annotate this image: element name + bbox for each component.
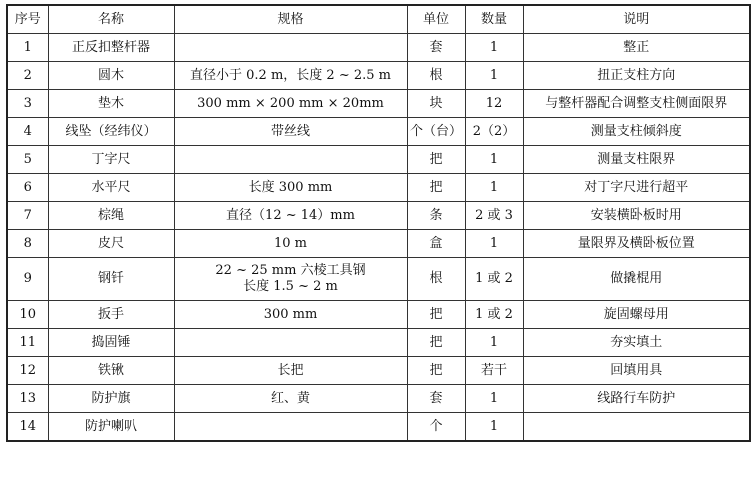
table-row <box>7 202 750 230</box>
cell-note: 夯实填土 <box>523 329 750 357</box>
cell-spec: 长把 <box>174 357 407 385</box>
cell-qty: 1 <box>465 174 523 202</box>
cell-spec: 300 mm × 200 mm × 20mm <box>174 90 407 118</box>
cell-no: 11 <box>7 329 48 357</box>
cell-no: 6 <box>7 174 48 202</box>
cell-qty: 1 或 2 <box>465 301 523 329</box>
cell-spec <box>174 146 407 174</box>
cell-note: 安装横卧板时用 <box>523 202 750 230</box>
table-row <box>7 230 750 258</box>
cell-note <box>523 413 750 442</box>
cell-note: 扭正支柱方向 <box>523 62 750 90</box>
cell-spec <box>174 34 407 62</box>
cell-no: 7 <box>7 202 48 230</box>
cell-unit: 盒 <box>407 230 465 258</box>
cell-note: 对丁字尺进行超平 <box>523 174 750 202</box>
cell-spec: 直径小于 0.2 m，长度 2 ~ 2.5 m <box>174 62 407 90</box>
cell-unit: 套 <box>407 385 465 413</box>
cell-qty: 1 或 2 <box>465 258 523 301</box>
cell-name: 圆木 <box>48 62 174 90</box>
cell-name: 捣固锤 <box>48 329 174 357</box>
header-row <box>7 5 750 34</box>
cell-note: 回填用具 <box>523 357 750 385</box>
cell-note: 线路行车防护 <box>523 385 750 413</box>
cell-unit: 把 <box>407 146 465 174</box>
cell-qty: 1 <box>465 62 523 90</box>
cell-note: 测量支柱倾斜度 <box>523 118 750 146</box>
cell-no: 2 <box>7 62 48 90</box>
table-row <box>7 258 750 301</box>
cell-spec: 红、黄 <box>174 385 407 413</box>
header-name: 名称 <box>48 5 174 34</box>
cell-note: 整正 <box>523 34 750 62</box>
cell-name: 棕绳 <box>48 202 174 230</box>
cell-no: 3 <box>7 90 48 118</box>
table-row <box>7 385 750 413</box>
cell-spec: 带丝线 <box>174 118 407 146</box>
table-row <box>7 90 750 118</box>
cell-note: 做撬棍用 <box>523 258 750 301</box>
header-spec: 规格 <box>174 5 407 34</box>
cell-spec <box>174 258 407 301</box>
cell-unit: 套 <box>407 34 465 62</box>
equipment-table-wrapper <box>6 4 751 442</box>
cell-no: 4 <box>7 118 48 146</box>
table-row <box>7 146 750 174</box>
cell-unit: 个（台） <box>407 118 465 146</box>
cell-name: 皮尺 <box>48 230 174 258</box>
cell-spec: 直径（12 ~ 14）mm <box>174 202 407 230</box>
cell-qty: 2（2） <box>465 118 523 146</box>
cell-unit: 块 <box>407 90 465 118</box>
cell-unit: 把 <box>407 301 465 329</box>
cell-no: 14 <box>7 413 48 442</box>
cell-name: 正反扣整杆器 <box>48 34 174 62</box>
cell-unit: 根 <box>407 258 465 301</box>
table-row <box>7 118 750 146</box>
table-row <box>7 357 750 385</box>
cell-name: 丁字尺 <box>48 146 174 174</box>
cell-no: 12 <box>7 357 48 385</box>
cell-note: 旋固螺母用 <box>523 301 750 329</box>
cell-spec: 长度 300 mm <box>174 174 407 202</box>
cell-name: 扳手 <box>48 301 174 329</box>
header-unit: 单位 <box>407 5 465 34</box>
cell-qty: 1 <box>465 146 523 174</box>
header-note: 说明 <box>523 5 750 34</box>
cell-name: 钢钎 <box>48 258 174 301</box>
cell-spec-line2: 长度 1.5 ~ 2 m <box>243 279 338 294</box>
cell-no: 5 <box>7 146 48 174</box>
cell-qty: 1 <box>465 329 523 357</box>
cell-unit: 把 <box>407 329 465 357</box>
cell-qty: 2 或 3 <box>465 202 523 230</box>
cell-name: 防护喇叭 <box>48 413 174 442</box>
cell-note: 量限界及横卧板位置 <box>523 230 750 258</box>
cell-unit: 根 <box>407 62 465 90</box>
cell-spec <box>174 413 407 442</box>
cell-name: 线坠（经纬仪） <box>48 118 174 146</box>
cell-spec: 300 mm <box>174 301 407 329</box>
cell-no: 1 <box>7 34 48 62</box>
cell-name: 铁锹 <box>48 357 174 385</box>
table-row <box>7 413 750 442</box>
table-row <box>7 62 750 90</box>
cell-qty: 1 <box>465 230 523 258</box>
cell-qty: 12 <box>465 90 523 118</box>
cell-unit: 把 <box>407 174 465 202</box>
cell-spec: 10 m <box>174 230 407 258</box>
cell-name: 垫木 <box>48 90 174 118</box>
cell-note: 测量支柱限界 <box>523 146 750 174</box>
equipment-table <box>6 4 751 442</box>
table-row <box>7 174 750 202</box>
cell-unit: 条 <box>407 202 465 230</box>
cell-unit: 把 <box>407 357 465 385</box>
header-qty: 数量 <box>465 5 523 34</box>
cell-name: 防护旗 <box>48 385 174 413</box>
cell-note: 与整杆器配合调整支柱侧面限界 <box>523 90 750 118</box>
cell-qty: 若干 <box>465 357 523 385</box>
cell-no: 10 <box>7 301 48 329</box>
table-row <box>7 34 750 62</box>
cell-spec-line1: 22 ~ 25 mm 六棱工具钢 <box>215 263 366 278</box>
cell-no: 13 <box>7 385 48 413</box>
cell-no: 8 <box>7 230 48 258</box>
table-row <box>7 301 750 329</box>
table-row <box>7 329 750 357</box>
cell-qty: 1 <box>465 385 523 413</box>
cell-no: 9 <box>7 258 48 301</box>
cell-name: 水平尺 <box>48 174 174 202</box>
cell-qty: 1 <box>465 34 523 62</box>
cell-qty: 1 <box>465 413 523 442</box>
cell-spec <box>174 329 407 357</box>
cell-unit: 个 <box>407 413 465 442</box>
header-no: 序号 <box>7 5 48 34</box>
